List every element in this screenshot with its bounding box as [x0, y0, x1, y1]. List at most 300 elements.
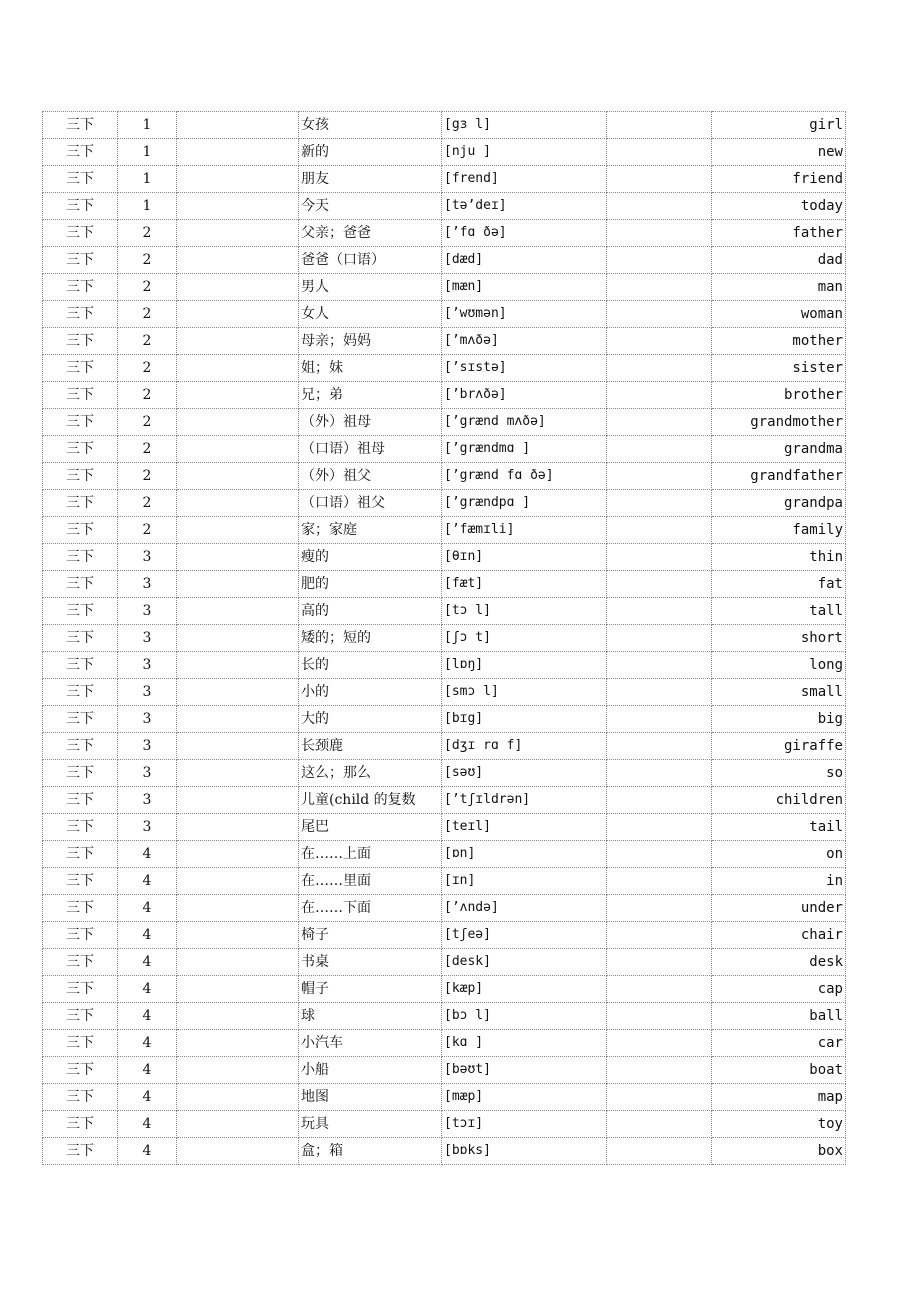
- english-word-cell: cap: [712, 976, 846, 1003]
- table-row: [43, 787, 846, 814]
- unit-cell: 2: [118, 436, 177, 463]
- blank-cell: [177, 544, 299, 571]
- grade-cell: 三下: [43, 436, 118, 463]
- table-row: [43, 544, 846, 571]
- chinese-meaning-cell: 家；家庭: [299, 517, 442, 544]
- grade-cell: 三下: [43, 112, 118, 139]
- blank-cell: [607, 868, 712, 895]
- table-row: [43, 733, 846, 760]
- english-word-cell: ball: [712, 1003, 846, 1030]
- chinese-meaning-cell: 儿童(child 的复数: [299, 787, 442, 814]
- blank-cell: [607, 436, 712, 463]
- blank-cell: [607, 328, 712, 355]
- phonetic-cell: [kɑ ]: [442, 1030, 607, 1057]
- grade-cell: 三下: [43, 247, 118, 274]
- english-word-cell: brother: [712, 382, 846, 409]
- blank-cell: [607, 409, 712, 436]
- english-word-cell: dad: [712, 247, 846, 274]
- table-row: [43, 1138, 846, 1165]
- blank-cell: [607, 1138, 712, 1165]
- chinese-meaning-cell: 瘦的: [299, 544, 442, 571]
- phonetic-cell: [lɒŋ]: [442, 652, 607, 679]
- blank-cell: [607, 922, 712, 949]
- blank-cell: [607, 301, 712, 328]
- blank-cell: [607, 274, 712, 301]
- chinese-meaning-cell: 矮的；短的: [299, 625, 442, 652]
- blank-cell: [607, 355, 712, 382]
- grade-cell: 三下: [43, 301, 118, 328]
- table-row: [43, 1084, 846, 1111]
- phonetic-cell: [tɔ l]: [442, 598, 607, 625]
- unit-cell: 4: [118, 949, 177, 976]
- chinese-meaning-cell: 新的: [299, 139, 442, 166]
- english-word-cell: under: [712, 895, 846, 922]
- grade-cell: 三下: [43, 328, 118, 355]
- blank-cell: [607, 976, 712, 1003]
- table-row: [43, 1003, 846, 1030]
- english-word-cell: car: [712, 1030, 846, 1057]
- english-word-cell: grandma: [712, 436, 846, 463]
- unit-cell: 3: [118, 625, 177, 652]
- blank-cell: [607, 193, 712, 220]
- blank-cell: [177, 1057, 299, 1084]
- english-word-cell: boat: [712, 1057, 846, 1084]
- phonetic-cell: [’grænd mʌðə]: [442, 409, 607, 436]
- blank-cell: [607, 220, 712, 247]
- chinese-meaning-cell: 男人: [299, 274, 442, 301]
- english-word-cell: small: [712, 679, 846, 706]
- grade-cell: 三下: [43, 355, 118, 382]
- phonetic-cell: [bəʊt]: [442, 1057, 607, 1084]
- phonetic-cell: [frend]: [442, 166, 607, 193]
- unit-cell: 1: [118, 166, 177, 193]
- english-word-cell: giraffe: [712, 733, 846, 760]
- vocabulary-table: [42, 111, 846, 1165]
- chinese-meaning-cell: （外）祖母: [299, 409, 442, 436]
- blank-cell: [177, 193, 299, 220]
- chinese-meaning-cell: 爸爸（口语）: [299, 247, 442, 274]
- chinese-meaning-cell: 书桌: [299, 949, 442, 976]
- grade-cell: 三下: [43, 841, 118, 868]
- phonetic-cell: [dʒɪ rɑ f]: [442, 733, 607, 760]
- english-word-cell: tail: [712, 814, 846, 841]
- phonetic-cell: [’brʌðə]: [442, 382, 607, 409]
- phonetic-cell: [fæt]: [442, 571, 607, 598]
- english-word-cell: toy: [712, 1111, 846, 1138]
- chinese-meaning-cell: 在……里面: [299, 868, 442, 895]
- unit-cell: 4: [118, 1138, 177, 1165]
- blank-cell: [177, 1084, 299, 1111]
- blank-cell: [607, 247, 712, 274]
- table-row: [43, 112, 846, 139]
- unit-cell: 3: [118, 814, 177, 841]
- table-row: [43, 922, 846, 949]
- blank-cell: [177, 1138, 299, 1165]
- unit-cell: 2: [118, 517, 177, 544]
- english-word-cell: sister: [712, 355, 846, 382]
- english-word-cell: desk: [712, 949, 846, 976]
- phonetic-cell: [dæd]: [442, 247, 607, 274]
- grade-cell: 三下: [43, 382, 118, 409]
- table-row: [43, 382, 846, 409]
- chinese-meaning-cell: 在……上面: [299, 841, 442, 868]
- grade-cell: 三下: [43, 760, 118, 787]
- english-word-cell: man: [712, 274, 846, 301]
- english-word-cell: chair: [712, 922, 846, 949]
- english-word-cell: map: [712, 1084, 846, 1111]
- blank-cell: [607, 814, 712, 841]
- blank-cell: [607, 1057, 712, 1084]
- phonetic-cell: [’grænd fɑ ðə]: [442, 463, 607, 490]
- chinese-meaning-cell: 球: [299, 1003, 442, 1030]
- blank-cell: [177, 1030, 299, 1057]
- unit-cell: 2: [118, 490, 177, 517]
- grade-cell: 三下: [43, 166, 118, 193]
- phonetic-cell: [’mʌðə]: [442, 328, 607, 355]
- blank-cell: [607, 949, 712, 976]
- unit-cell: 3: [118, 706, 177, 733]
- grade-cell: 三下: [43, 814, 118, 841]
- blank-cell: [177, 733, 299, 760]
- chinese-meaning-cell: 地图: [299, 1084, 442, 1111]
- unit-cell: 2: [118, 301, 177, 328]
- table-row: [43, 1111, 846, 1138]
- blank-cell: [607, 139, 712, 166]
- english-word-cell: grandfather: [712, 463, 846, 490]
- grade-cell: 三下: [43, 733, 118, 760]
- blank-cell: [607, 382, 712, 409]
- blank-cell: [177, 355, 299, 382]
- chinese-meaning-cell: 今天: [299, 193, 442, 220]
- blank-cell: [607, 112, 712, 139]
- blank-cell: [607, 841, 712, 868]
- chinese-meaning-cell: 长颈鹿: [299, 733, 442, 760]
- blank-cell: [177, 895, 299, 922]
- blank-cell: [607, 706, 712, 733]
- blank-cell: [177, 247, 299, 274]
- blank-cell: [177, 949, 299, 976]
- blank-cell: [177, 220, 299, 247]
- unit-cell: 2: [118, 409, 177, 436]
- table-row: [43, 1057, 846, 1084]
- english-word-cell: short: [712, 625, 846, 652]
- blank-cell: [177, 679, 299, 706]
- unit-cell: 4: [118, 976, 177, 1003]
- unit-cell: 4: [118, 1057, 177, 1084]
- unit-cell: 1: [118, 139, 177, 166]
- blank-cell: [177, 625, 299, 652]
- grade-cell: 三下: [43, 490, 118, 517]
- phonetic-cell: [tə’deɪ]: [442, 193, 607, 220]
- phonetic-cell: [tɔɪ]: [442, 1111, 607, 1138]
- phonetic-cell: [tʃeə]: [442, 922, 607, 949]
- blank-cell: [177, 787, 299, 814]
- english-word-cell: friend: [712, 166, 846, 193]
- english-word-cell: so: [712, 760, 846, 787]
- blank-cell: [607, 517, 712, 544]
- english-word-cell: big: [712, 706, 846, 733]
- phonetic-cell: [bɒks]: [442, 1138, 607, 1165]
- grade-cell: 三下: [43, 922, 118, 949]
- phonetic-cell: [səʊ]: [442, 760, 607, 787]
- unit-cell: 2: [118, 382, 177, 409]
- table-row: [43, 517, 846, 544]
- table-row: [43, 166, 846, 193]
- blank-cell: [177, 706, 299, 733]
- phonetic-cell: [ɪn]: [442, 868, 607, 895]
- unit-cell: 2: [118, 463, 177, 490]
- blank-cell: [607, 1030, 712, 1057]
- english-word-cell: grandmother: [712, 409, 846, 436]
- english-word-cell: in: [712, 868, 846, 895]
- phonetic-cell: [teɪl]: [442, 814, 607, 841]
- unit-cell: 3: [118, 571, 177, 598]
- table-row: [43, 220, 846, 247]
- table-row: [43, 868, 846, 895]
- english-word-cell: woman: [712, 301, 846, 328]
- grade-cell: 三下: [43, 895, 118, 922]
- blank-cell: [177, 814, 299, 841]
- unit-cell: 3: [118, 544, 177, 571]
- blank-cell: [177, 868, 299, 895]
- table-row: [43, 976, 846, 1003]
- unit-cell: 4: [118, 868, 177, 895]
- blank-cell: [607, 571, 712, 598]
- table-row: [43, 490, 846, 517]
- table-row: [43, 355, 846, 382]
- table-row: [43, 652, 846, 679]
- blank-cell: [177, 571, 299, 598]
- blank-cell: [177, 382, 299, 409]
- unit-cell: 4: [118, 1030, 177, 1057]
- unit-cell: 3: [118, 787, 177, 814]
- table-row: [43, 598, 846, 625]
- unit-cell: 4: [118, 841, 177, 868]
- phonetic-cell: [nju ]: [442, 139, 607, 166]
- phonetic-cell: [’ʌndə]: [442, 895, 607, 922]
- grade-cell: 三下: [43, 949, 118, 976]
- table-row: [43, 571, 846, 598]
- chinese-meaning-cell: 小汽车: [299, 1030, 442, 1057]
- blank-cell: [607, 1003, 712, 1030]
- grade-cell: 三下: [43, 139, 118, 166]
- table-row: [43, 814, 846, 841]
- chinese-meaning-cell: 兄；弟: [299, 382, 442, 409]
- table-row: [43, 409, 846, 436]
- blank-cell: [177, 976, 299, 1003]
- chinese-meaning-cell: 女人: [299, 301, 442, 328]
- table-row: [43, 139, 846, 166]
- unit-cell: 3: [118, 652, 177, 679]
- english-word-cell: box: [712, 1138, 846, 1165]
- unit-cell: 4: [118, 922, 177, 949]
- unit-cell: 2: [118, 247, 177, 274]
- unit-cell: 2: [118, 355, 177, 382]
- phonetic-cell: [’tʃɪldrən]: [442, 787, 607, 814]
- blank-cell: [177, 274, 299, 301]
- blank-cell: [607, 760, 712, 787]
- table-row: [43, 706, 846, 733]
- unit-cell: 2: [118, 328, 177, 355]
- table-row: [43, 625, 846, 652]
- english-word-cell: children: [712, 787, 846, 814]
- english-word-cell: father: [712, 220, 846, 247]
- phonetic-cell: [’grændmɑ ]: [442, 436, 607, 463]
- table-row: [43, 328, 846, 355]
- english-word-cell: new: [712, 139, 846, 166]
- phonetic-cell: [gɜ l]: [442, 112, 607, 139]
- blank-cell: [607, 1111, 712, 1138]
- unit-cell: 3: [118, 760, 177, 787]
- table-row: [43, 193, 846, 220]
- table-row: [43, 463, 846, 490]
- unit-cell: 4: [118, 895, 177, 922]
- blank-cell: [607, 625, 712, 652]
- unit-cell: 4: [118, 1111, 177, 1138]
- grade-cell: 三下: [43, 517, 118, 544]
- table-row: [43, 1030, 846, 1057]
- grade-cell: 三下: [43, 544, 118, 571]
- phonetic-cell: [ɒn]: [442, 841, 607, 868]
- unit-cell: 1: [118, 112, 177, 139]
- vocabulary-table-body: [43, 112, 846, 1165]
- chinese-meaning-cell: 盒；箱: [299, 1138, 442, 1165]
- table-row: [43, 841, 846, 868]
- phonetic-cell: [mæp]: [442, 1084, 607, 1111]
- chinese-meaning-cell: 大的: [299, 706, 442, 733]
- chinese-meaning-cell: 在……下面: [299, 895, 442, 922]
- phonetic-cell: [’fæmɪli]: [442, 517, 607, 544]
- chinese-meaning-cell: 尾巴: [299, 814, 442, 841]
- english-word-cell: mother: [712, 328, 846, 355]
- grade-cell: 三下: [43, 652, 118, 679]
- unit-cell: 3: [118, 733, 177, 760]
- chinese-meaning-cell: 玩具: [299, 1111, 442, 1138]
- chinese-meaning-cell: 高的: [299, 598, 442, 625]
- english-word-cell: on: [712, 841, 846, 868]
- grade-cell: 三下: [43, 274, 118, 301]
- blank-cell: [607, 895, 712, 922]
- chinese-meaning-cell: 父亲；爸爸: [299, 220, 442, 247]
- table-row: [43, 760, 846, 787]
- blank-cell: [607, 166, 712, 193]
- english-word-cell: fat: [712, 571, 846, 598]
- chinese-meaning-cell: 肥的: [299, 571, 442, 598]
- blank-cell: [177, 598, 299, 625]
- blank-cell: [177, 328, 299, 355]
- blank-cell: [177, 760, 299, 787]
- grade-cell: 三下: [43, 571, 118, 598]
- blank-cell: [177, 166, 299, 193]
- grade-cell: 三下: [43, 868, 118, 895]
- table-row: [43, 679, 846, 706]
- chinese-meaning-cell: 帽子: [299, 976, 442, 1003]
- phonetic-cell: [θɪn]: [442, 544, 607, 571]
- chinese-meaning-cell: 姐；妹: [299, 355, 442, 382]
- chinese-meaning-cell: （口语）祖父: [299, 490, 442, 517]
- english-word-cell: today: [712, 193, 846, 220]
- english-word-cell: girl: [712, 112, 846, 139]
- unit-cell: 4: [118, 1084, 177, 1111]
- phonetic-cell: [bɪg]: [442, 706, 607, 733]
- blank-cell: [177, 1003, 299, 1030]
- blank-cell: [177, 1111, 299, 1138]
- grade-cell: 三下: [43, 625, 118, 652]
- blank-cell: [607, 544, 712, 571]
- table-row: [43, 301, 846, 328]
- chinese-meaning-cell: 椅子: [299, 922, 442, 949]
- phonetic-cell: [desk]: [442, 949, 607, 976]
- table-row: [43, 247, 846, 274]
- english-word-cell: tall: [712, 598, 846, 625]
- phonetic-cell: [ʃɔ t]: [442, 625, 607, 652]
- unit-cell: 1: [118, 193, 177, 220]
- blank-cell: [177, 301, 299, 328]
- blank-cell: [607, 733, 712, 760]
- blank-cell: [607, 490, 712, 517]
- grade-cell: 三下: [43, 1057, 118, 1084]
- table-row: [43, 274, 846, 301]
- chinese-meaning-cell: 女孩: [299, 112, 442, 139]
- blank-cell: [607, 679, 712, 706]
- grade-cell: 三下: [43, 787, 118, 814]
- blank-cell: [607, 463, 712, 490]
- blank-cell: [177, 841, 299, 868]
- unit-cell: 4: [118, 1003, 177, 1030]
- phonetic-cell: [’wʊmən]: [442, 301, 607, 328]
- chinese-meaning-cell: 朋友: [299, 166, 442, 193]
- grade-cell: 三下: [43, 976, 118, 1003]
- english-word-cell: long: [712, 652, 846, 679]
- grade-cell: 三下: [43, 706, 118, 733]
- table-row: [43, 895, 846, 922]
- blank-cell: [607, 598, 712, 625]
- blank-cell: [177, 463, 299, 490]
- blank-cell: [607, 652, 712, 679]
- grade-cell: 三下: [43, 1138, 118, 1165]
- grade-cell: 三下: [43, 463, 118, 490]
- unit-cell: 3: [118, 598, 177, 625]
- blank-cell: [177, 490, 299, 517]
- blank-cell: [177, 922, 299, 949]
- grade-cell: 三下: [43, 598, 118, 625]
- chinese-meaning-cell: 母亲；妈妈: [299, 328, 442, 355]
- grade-cell: 三下: [43, 193, 118, 220]
- chinese-meaning-cell: 这么；那么: [299, 760, 442, 787]
- table-row: [43, 436, 846, 463]
- grade-cell: 三下: [43, 1030, 118, 1057]
- phonetic-cell: [’fɑ ðə]: [442, 220, 607, 247]
- grade-cell: 三下: [43, 409, 118, 436]
- english-word-cell: thin: [712, 544, 846, 571]
- blank-cell: [177, 409, 299, 436]
- chinese-meaning-cell: 小船: [299, 1057, 442, 1084]
- grade-cell: 三下: [43, 220, 118, 247]
- chinese-meaning-cell: （口语）祖母: [299, 436, 442, 463]
- phonetic-cell: [’grændpɑ ]: [442, 490, 607, 517]
- unit-cell: 2: [118, 220, 177, 247]
- phonetic-cell: [’sɪstə]: [442, 355, 607, 382]
- blank-cell: [177, 517, 299, 544]
- chinese-meaning-cell: 小的: [299, 679, 442, 706]
- english-word-cell: grandpa: [712, 490, 846, 517]
- phonetic-cell: [smɔ l]: [442, 679, 607, 706]
- blank-cell: [177, 436, 299, 463]
- grade-cell: 三下: [43, 1084, 118, 1111]
- english-word-cell: family: [712, 517, 846, 544]
- blank-cell: [607, 1084, 712, 1111]
- grade-cell: 三下: [43, 679, 118, 706]
